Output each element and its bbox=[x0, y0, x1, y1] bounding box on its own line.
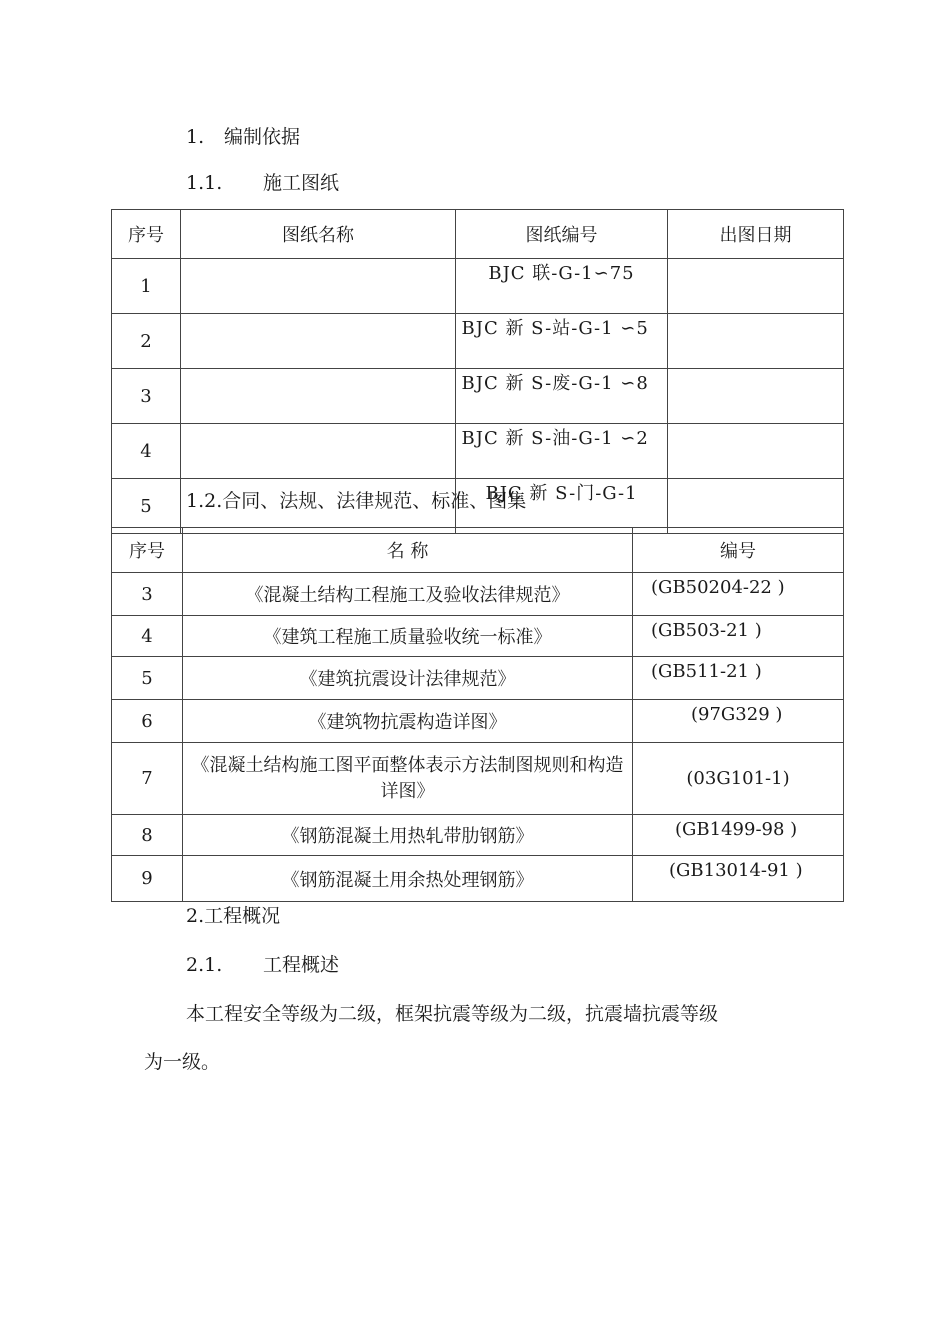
section-title: 编制依据 bbox=[224, 126, 301, 148]
standard-code: (GB503-21 ) bbox=[633, 616, 844, 657]
standard-code: (03G101-1) bbox=[633, 743, 844, 815]
row-number: 9 bbox=[112, 856, 183, 902]
row-number: 7 bbox=[112, 743, 183, 815]
table-row bbox=[112, 743, 844, 815]
standards-table bbox=[111, 527, 844, 902]
row-number: 3 bbox=[112, 573, 183, 616]
drawings-table bbox=[111, 209, 844, 534]
section-number: 1.1. bbox=[186, 172, 223, 194]
drawing-name bbox=[181, 369, 456, 424]
section-heading-1-2: 1.2.合同、法规、法律规范、标准、图集 bbox=[186, 490, 527, 512]
issue-date bbox=[668, 369, 844, 424]
drawing-code: BJC 新 S-废-G-1 ∽8 bbox=[461, 373, 649, 394]
standard-name: 《建筑工程施工质量验收统一标准》 bbox=[183, 616, 633, 657]
row-number: 2 bbox=[112, 314, 181, 369]
section-heading-1-1 bbox=[186, 171, 339, 195]
issue-date bbox=[668, 479, 844, 534]
drawing-code: BJC 新 S-门-G-1 bbox=[485, 483, 638, 504]
row-number: 4 bbox=[112, 616, 183, 657]
header-cell: 图纸名称 bbox=[181, 210, 456, 259]
standard-code: (GB511-21 ) bbox=[633, 657, 844, 700]
drawing-code-cell bbox=[456, 424, 668, 479]
drawing-name bbox=[181, 314, 456, 369]
standard-name: 《建筑抗震设计法律规范》 bbox=[183, 657, 633, 700]
standard-name: 《钢筋混凝土用热轧带肋钢筋》 bbox=[183, 815, 633, 856]
table-row bbox=[112, 259, 844, 314]
table-row bbox=[112, 657, 844, 700]
row-number: 4 bbox=[112, 424, 181, 479]
table-row bbox=[112, 573, 844, 616]
drawing-name bbox=[181, 424, 456, 479]
drawing-code-cell bbox=[456, 369, 668, 424]
header-cell: 编号 bbox=[633, 528, 844, 573]
header-cell: 序号 bbox=[112, 528, 183, 573]
standard-code: (GB13014-91 ) bbox=[633, 856, 844, 902]
header-cell: 名 称 bbox=[183, 528, 633, 573]
body-paragraph-line-1: 本工程安全等级为二级，框架抗震等级为二级，抗震墙抗震等级 bbox=[186, 1003, 719, 1025]
standard-name: 《建筑物抗震构造详图》 bbox=[183, 700, 633, 743]
issue-date bbox=[668, 424, 844, 479]
standard-name: 《混凝土结构施工图平面整体表示方法制图规则和构造详图》 bbox=[183, 743, 633, 815]
issue-date bbox=[668, 259, 844, 314]
row-number: 6 bbox=[112, 700, 183, 743]
row-number: 3 bbox=[112, 369, 181, 424]
standard-name: 《混凝土结构工程施工及验收法律规范》 bbox=[183, 573, 633, 616]
standard-code: (GB1499-98 ) bbox=[633, 815, 844, 856]
table-row bbox=[112, 616, 844, 657]
drawing-name bbox=[181, 259, 456, 314]
standard-code: (GB50204-22 ) bbox=[633, 573, 844, 616]
drawing-code-cell bbox=[456, 314, 668, 369]
section-heading-2: 2.工程概况 bbox=[186, 905, 281, 927]
section-number: 1. bbox=[186, 126, 205, 148]
standard-code: (97G329 ) bbox=[633, 700, 844, 743]
table-row bbox=[112, 424, 844, 479]
header-cell: 图纸编号 bbox=[456, 210, 668, 259]
row-number: 8 bbox=[112, 815, 183, 856]
drawing-code: BJC 新 S-油-G-1 ∽2 bbox=[461, 428, 649, 449]
table-row bbox=[112, 815, 844, 856]
section-title: 工程概述 bbox=[263, 954, 340, 976]
row-number: 1 bbox=[112, 259, 181, 314]
body-paragraph-line-2: 为一级。 bbox=[144, 1051, 221, 1073]
table-row bbox=[112, 856, 844, 902]
issue-date bbox=[668, 314, 844, 369]
table-row bbox=[112, 369, 844, 424]
section-title: 施工图纸 bbox=[263, 172, 340, 194]
row-number: 5 bbox=[112, 479, 181, 534]
section-number: 2.1. bbox=[186, 954, 223, 976]
table-header-row bbox=[112, 210, 844, 259]
standard-name: 《钢筋混凝土用余热处理钢筋》 bbox=[183, 856, 633, 902]
drawing-code: BJC 新 S-站-G-1 ∽5 bbox=[461, 318, 649, 339]
table-header-row bbox=[112, 528, 844, 573]
header-cell: 出图日期 bbox=[668, 210, 844, 259]
table-row bbox=[112, 314, 844, 369]
table-row bbox=[112, 700, 844, 743]
row-number: 5 bbox=[112, 657, 183, 700]
drawing-code-cell bbox=[456, 259, 668, 314]
section-heading-2-1 bbox=[186, 953, 339, 977]
header-cell: 序号 bbox=[112, 210, 181, 259]
section-heading-1 bbox=[186, 125, 300, 149]
drawing-code: BJC 联-G-1∽75 bbox=[488, 263, 635, 284]
